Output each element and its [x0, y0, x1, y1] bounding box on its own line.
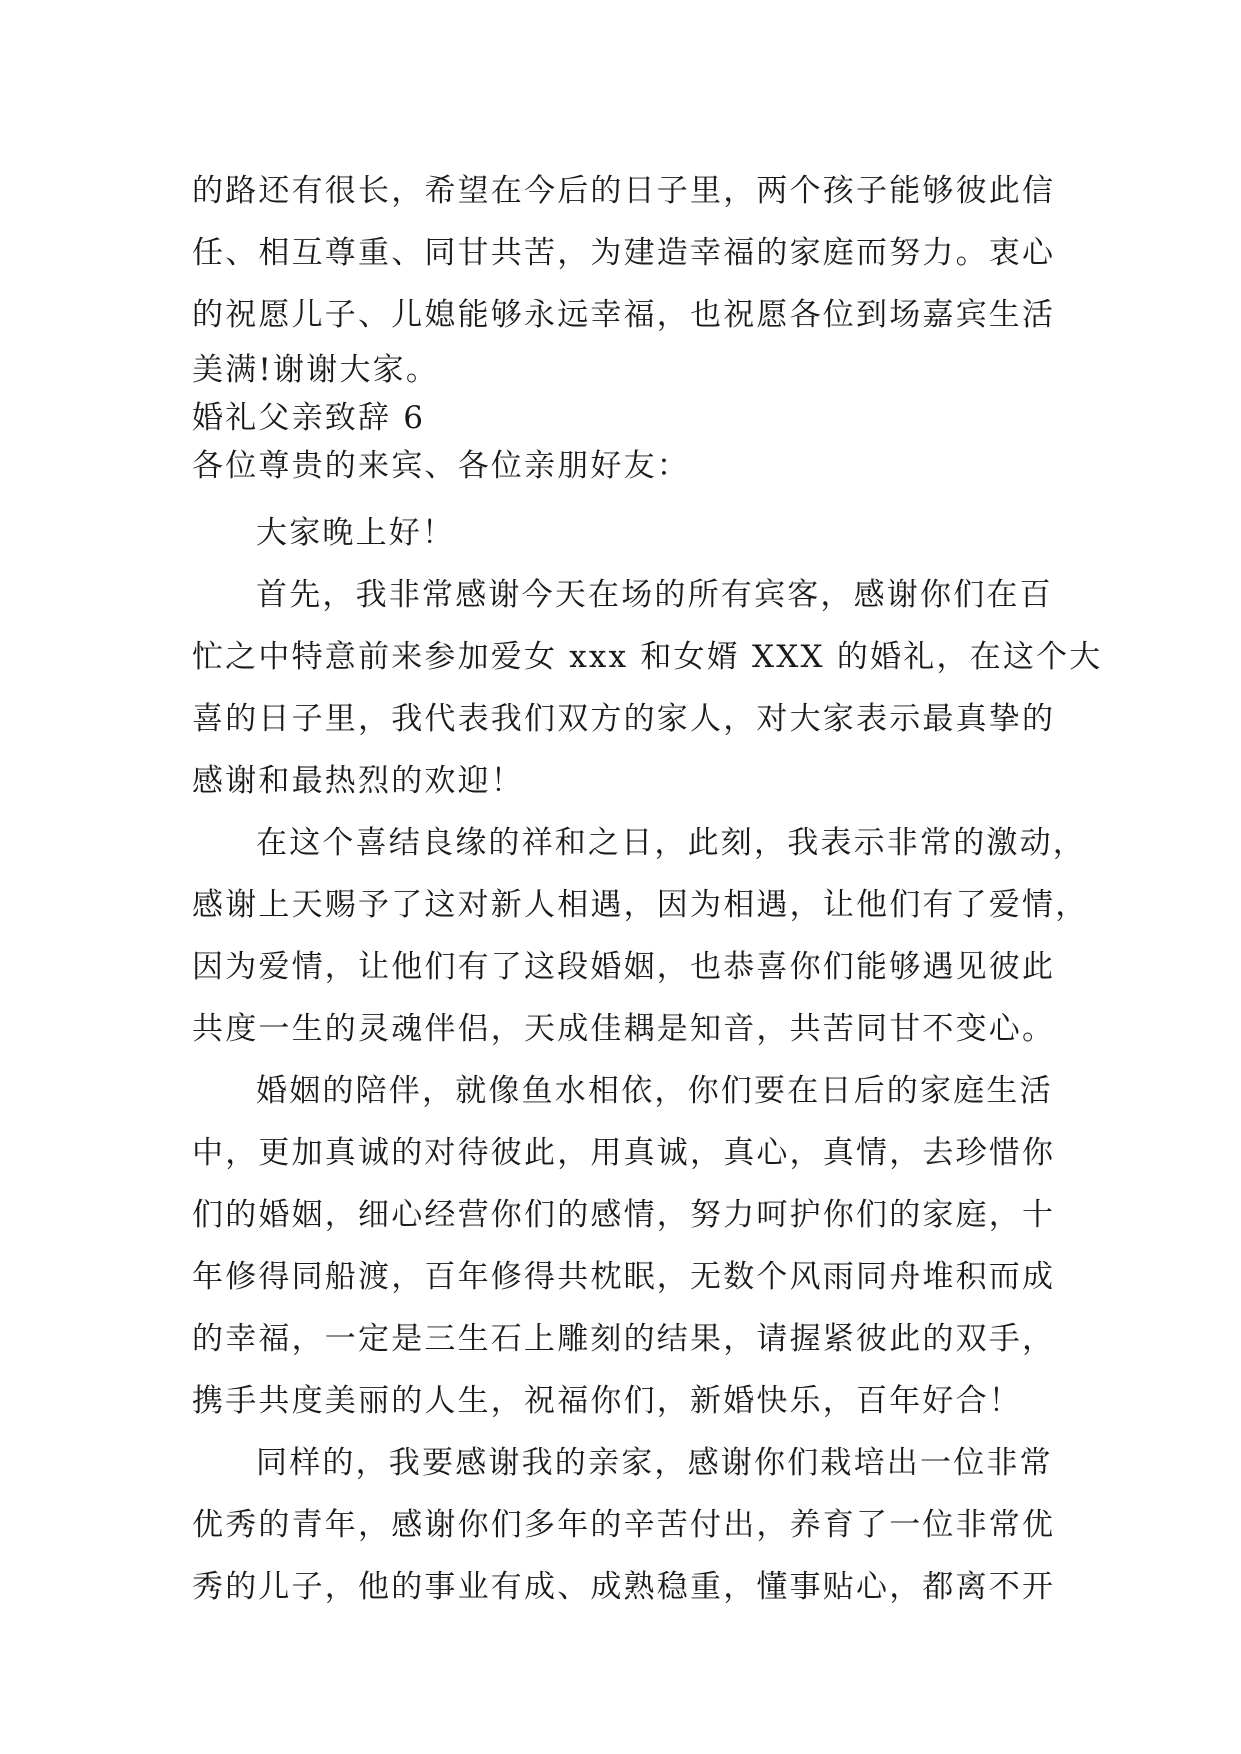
text-line: 共度一生的灵魂伴侣，天成佳耦是知音，共苦同甘不变心。: [192, 1011, 1056, 1047]
section-heading: 婚礼父亲致辞 6: [192, 400, 426, 436]
text-line: 同样的，我要感谢我的亲家，感谢你们栽培出一位非常: [256, 1445, 1053, 1481]
text-line: 的路还有很长，希望在今后的日子里，两个孩子能够彼此信: [192, 173, 1056, 209]
text-line: 任、相互尊重、同甘共苦，为建造幸福的家庭而努力。衷心: [192, 235, 1056, 271]
paragraph-continuation: [192, 160, 1062, 394]
paragraph-thanks: [192, 564, 1103, 812]
text-line: 中，更加真诚的对待彼此，用真诚，真心，真情，去珍惜你: [192, 1135, 1056, 1171]
text-line: 优秀的青年，感谢你们多年的辛苦付出，养育了一位非常优: [192, 1507, 1056, 1543]
text-line: 秀的儿子，他的事业有成、成熟稳重，懂事贴心，都离不开: [192, 1569, 1056, 1605]
text-line: 婚姻的陪伴，就像鱼水相依，你们要在日后的家庭生活: [256, 1073, 1053, 1109]
text-line: 年修得同船渡，百年修得共枕眠，无数个风雨同舟堆积而成: [192, 1259, 1056, 1295]
paragraph-marriage: [192, 1060, 1062, 1432]
greeting: 大家晚上好！: [256, 515, 456, 551]
document-body: [192, 160, 1103, 1618]
text-line: 美满!谢谢大家。: [192, 352, 440, 388]
paragraph-in-laws: [192, 1432, 1062, 1618]
text-line: 感谢上天赐予了这对新人相遇，因为相遇，让他们有了爱情，: [192, 887, 1089, 923]
text-line: 首先，我非常感谢今天在场的所有宾客，感谢你们在百: [256, 577, 1053, 613]
text-line: 携手共度美丽的人生，祝福你们，新婚快乐，百年好合！: [192, 1383, 1022, 1419]
text-line: 在这个喜结良缘的祥和之日，此刻，我表示非常的激动，: [256, 825, 1086, 861]
paragraph-emotion: [192, 812, 1089, 1060]
text-line: 的幸福，一定是三生石上雕刻的结果，请握紧彼此的双手，: [192, 1321, 1056, 1357]
text-line: 们的婚姻，细心经营你们的感情，努力呵护你们的家庭，十: [192, 1197, 1056, 1233]
text-line: 喜的日子里，我代表我们双方的家人，对大家表示最真挚的: [192, 701, 1056, 737]
text-line: 感谢和最热烈的欢迎！: [192, 763, 524, 799]
text-line: 的祝愿儿子、儿媳能够永远幸福，也祝愿各位到场嘉宾生活: [192, 297, 1056, 333]
salutation: 各位尊贵的来宾、各位亲朋好友：: [192, 448, 690, 484]
text-line: 忙之中特意前来参加爱女 xxx 和女婿 XXX 的婚礼，在这个大: [192, 639, 1103, 675]
text-line: 因为爱情，让他们有了这段婚姻，也恭喜你们能够遇见彼此: [192, 949, 1056, 985]
